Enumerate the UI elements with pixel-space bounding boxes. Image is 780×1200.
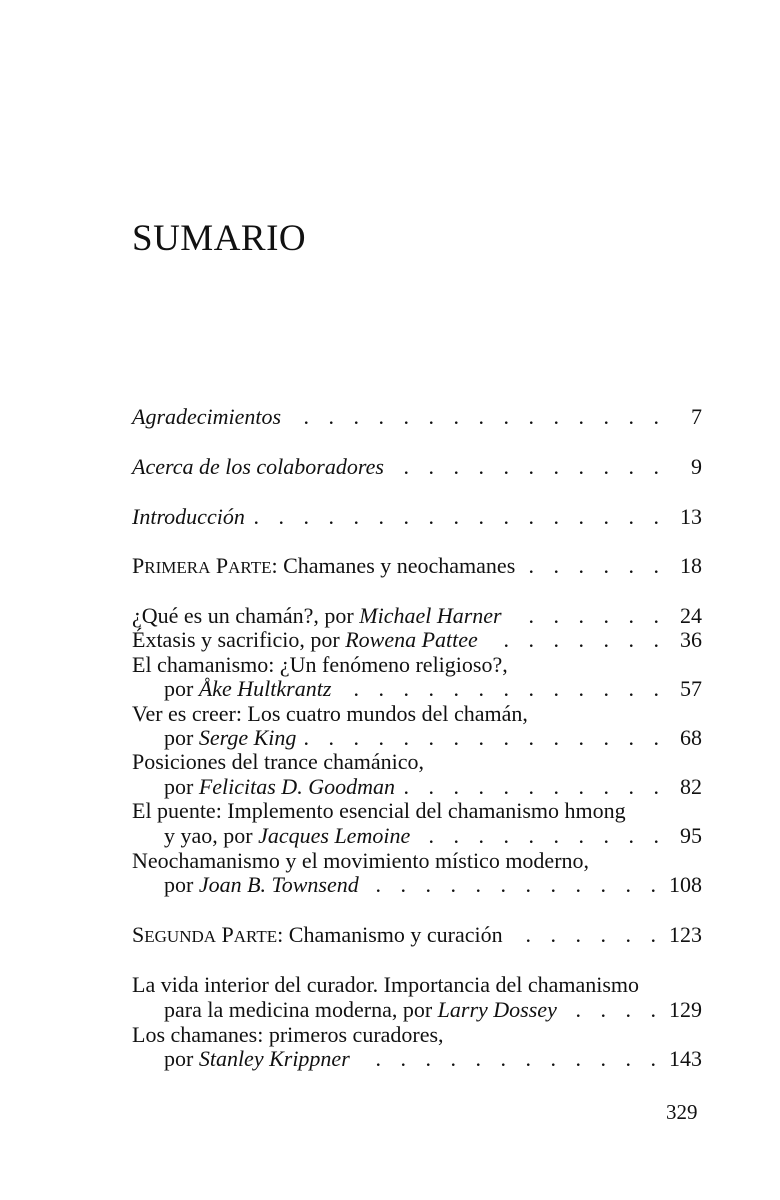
dot-leader (251, 504, 666, 530)
toc-page-number: 9 (691, 454, 702, 479)
toc-page-number: 18 (680, 553, 702, 578)
toc-entry-title: Ver es creer: Los cuatro mundos del chamán, (132, 701, 528, 726)
dot-leader (287, 404, 666, 430)
toc-part-heading-segunda[interactable] (132, 922, 702, 950)
page-title: SUMARIO (132, 218, 307, 259)
toc-entry-byline: por Stanley Krippner (164, 1046, 350, 1071)
author-name: Stanley Krippner (198, 1046, 350, 1071)
toc-page-number: 24 (680, 603, 702, 628)
dot-leader (509, 922, 663, 948)
toc-entry-title: Agradecimientos (132, 404, 282, 429)
toc-entry-colaboradores[interactable] (132, 454, 702, 482)
dot-leader (401, 774, 666, 800)
dot-leader (416, 823, 666, 849)
toc-entry-byline: para la medicina moderna, por Larry Dossey (164, 997, 557, 1022)
toc-entry-title: Acerca de los colaboradores (132, 454, 384, 479)
toc-entry-title: El chamanismo: ¿Un fenómeno religioso?, (132, 652, 508, 677)
toc-entry-lemoine[interactable] (164, 823, 702, 851)
toc-page-number: 123 (669, 922, 702, 947)
toc-page-number: 82 (680, 774, 702, 799)
toc-entry-byline: por Joan B. Townsend (164, 872, 359, 897)
dot-leader (484, 627, 666, 653)
dot-leader (563, 997, 663, 1023)
toc-entry-byline: por Serge King (164, 725, 297, 750)
toc-entry-title: La vida interior del curador. Importancia del chamanismo (132, 972, 640, 997)
dot-leader (508, 603, 666, 629)
author-name: Larry Dossey (437, 997, 557, 1022)
dot-leader (302, 725, 666, 751)
toc-entry-title: Introducción (132, 504, 245, 529)
toc-page-number: 129 (669, 997, 702, 1022)
dot-leader (390, 454, 666, 480)
author-name: Jacques Lemoine (258, 823, 411, 848)
toc-page-number: 108 (669, 872, 702, 897)
toc-entry-townsend[interactable] (164, 872, 702, 900)
toc-part-title: PRIMERA PARTE: Chamanes y neochamanes (132, 553, 516, 578)
page-number: 329 (666, 1100, 698, 1124)
toc-entry-goodman-title[interactable] (132, 749, 702, 777)
toc-part-title: SEGUNDA PARTE: Chamanismo y curación (132, 922, 503, 947)
toc-entry-title: El puente: Implemento esencial del chamanismo hmong (132, 798, 626, 823)
toc-entry-title: Neochamanismo y el movimiento místico moderno, (132, 848, 590, 873)
author-name: Michael Harner (359, 603, 502, 628)
author-name: Serge King (198, 725, 297, 750)
toc-entry-title: Los chamanes: primeros curadores, (132, 1022, 444, 1047)
author-name: Åke Hultkrantz (198, 676, 332, 701)
toc-page-number: 13 (680, 504, 702, 529)
dot-leader (365, 872, 663, 898)
toc-entry-byline: por Felicitas D. Goodman (164, 774, 395, 799)
toc-page-number: 7 (691, 404, 702, 429)
toc-page-number: 143 (669, 1046, 702, 1071)
toc-entry-pattee[interactable] (132, 627, 702, 655)
toc-entry-dossey-title[interactable] (132, 972, 702, 1000)
toc-entry-byline: por Åke Hultkrantz (164, 676, 332, 701)
toc-entry-title: Posiciones del trance chamánico, (132, 749, 425, 774)
toc-page-number: 68 (680, 725, 702, 750)
toc-entry-lemoine-title[interactable] (132, 798, 702, 826)
toc-entry-agradecimientos[interactable] (132, 404, 702, 432)
toc-part-heading-primera[interactable] (132, 553, 702, 581)
dot-leader (356, 1046, 663, 1072)
toc-entry-title: ¿Qué es un chamán?, por Michael Harner (132, 603, 502, 628)
toc-page-number: 57 (680, 676, 702, 701)
toc-entry-byline: y yao, por Jacques Lemoine (164, 823, 411, 848)
toc-entry-hultkrantz[interactable] (164, 676, 702, 704)
author-name: Rowena Pattee (345, 627, 478, 652)
author-name: Felicitas D. Goodman (198, 774, 395, 799)
toc-page-number: 95 (680, 823, 702, 848)
dot-leader (337, 676, 666, 702)
toc-entry-title: Éxtasis y sacrificio, por Rowena Pattee (132, 627, 478, 652)
dot-leader (521, 553, 666, 579)
toc-entry-krippner[interactable] (164, 1046, 702, 1074)
toc-entry-dossey[interactable] (164, 997, 702, 1025)
toc-entry-introduccion[interactable] (132, 504, 702, 532)
author-name: Joan B. Townsend (198, 872, 359, 897)
toc-page-number: 36 (680, 627, 702, 652)
